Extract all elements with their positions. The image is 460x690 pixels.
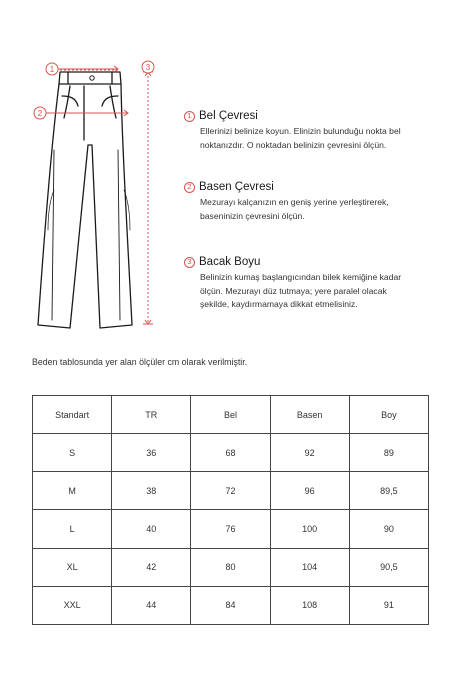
instruction-text: Belinizin kumaş başlangıcından bilek kemiğine kadar ölçün. Mezurayı düz tutmaya; yere paralel olacak şekilde, kaydırmamaya dikkat etmelisiniz. bbox=[200, 272, 402, 309]
number-3-icon: 3 bbox=[184, 257, 195, 268]
table-cell: 90 bbox=[349, 510, 428, 548]
table-cell: 76 bbox=[191, 510, 270, 548]
table-row bbox=[33, 548, 429, 586]
instruction-text: Mezurayı kalçanızın en geniş yerine yerleştirerek, baseninizin çevresini ölçün. bbox=[200, 197, 389, 221]
table-cell: 100 bbox=[270, 510, 349, 548]
size-table bbox=[32, 395, 429, 625]
units-note: Beden tablosunda yer alan ölçüler cm olarak verilmiştir. bbox=[32, 357, 248, 367]
table-row bbox=[33, 510, 429, 548]
table-row bbox=[33, 434, 429, 472]
marker-2-label: 2 bbox=[37, 109, 43, 118]
header-cell: Bel bbox=[191, 396, 270, 434]
instruction-title: Bel Çevresi bbox=[199, 110, 258, 122]
header-cell: Basen bbox=[270, 396, 349, 434]
table-cell: 91 bbox=[349, 586, 428, 624]
marker-1-label: 1 bbox=[49, 65, 55, 74]
table-cell: L bbox=[33, 510, 112, 548]
table-cell: XXL bbox=[33, 586, 112, 624]
trouser-diagram bbox=[0, 0, 170, 340]
button-icon bbox=[90, 76, 94, 80]
table-header-row bbox=[33, 396, 429, 434]
table-cell: 104 bbox=[270, 548, 349, 586]
table-cell: 90,5 bbox=[349, 548, 428, 586]
instruction-waist bbox=[184, 110, 434, 152]
table-cell: 36 bbox=[112, 434, 191, 472]
table-cell: 92 bbox=[270, 434, 349, 472]
table-cell: 40 bbox=[112, 510, 191, 548]
table-cell: 108 bbox=[270, 586, 349, 624]
table-cell: 72 bbox=[191, 472, 270, 510]
instruction-title: Bacak Boyu bbox=[199, 256, 261, 268]
table-cell: 42 bbox=[112, 548, 191, 586]
table-row bbox=[33, 472, 429, 510]
header-cell: TR bbox=[112, 396, 191, 434]
instruction-leg-length bbox=[184, 256, 434, 312]
instruction-hip bbox=[184, 181, 434, 223]
table-cell: XL bbox=[33, 548, 112, 586]
header-cell: Boy bbox=[349, 396, 428, 434]
table-cell: 38 bbox=[112, 472, 191, 510]
table-cell: 84 bbox=[191, 586, 270, 624]
number-1-icon: 1 bbox=[184, 111, 195, 122]
trouser-illustration bbox=[0, 0, 170, 340]
table-cell: M bbox=[33, 472, 112, 510]
header-cell: Standart bbox=[33, 396, 112, 434]
table-cell: 80 bbox=[191, 548, 270, 586]
table-cell: 68 bbox=[191, 434, 270, 472]
number-2-icon: 2 bbox=[184, 182, 195, 193]
table-cell: 96 bbox=[270, 472, 349, 510]
instruction-title: Basen Çevresi bbox=[199, 181, 274, 193]
instruction-text: Ellerinizi belinize koyun. Elinizin bulunduğu nokta bel noktanızdır. O noktadan belinizin çevresini ölçün. bbox=[200, 126, 401, 150]
table-cell: S bbox=[33, 434, 112, 472]
table-cell: 89,5 bbox=[349, 472, 428, 510]
table-cell: 89 bbox=[349, 434, 428, 472]
table-cell: 44 bbox=[112, 586, 191, 624]
table-row bbox=[33, 586, 429, 624]
marker-3-label: 3 bbox=[145, 63, 151, 72]
